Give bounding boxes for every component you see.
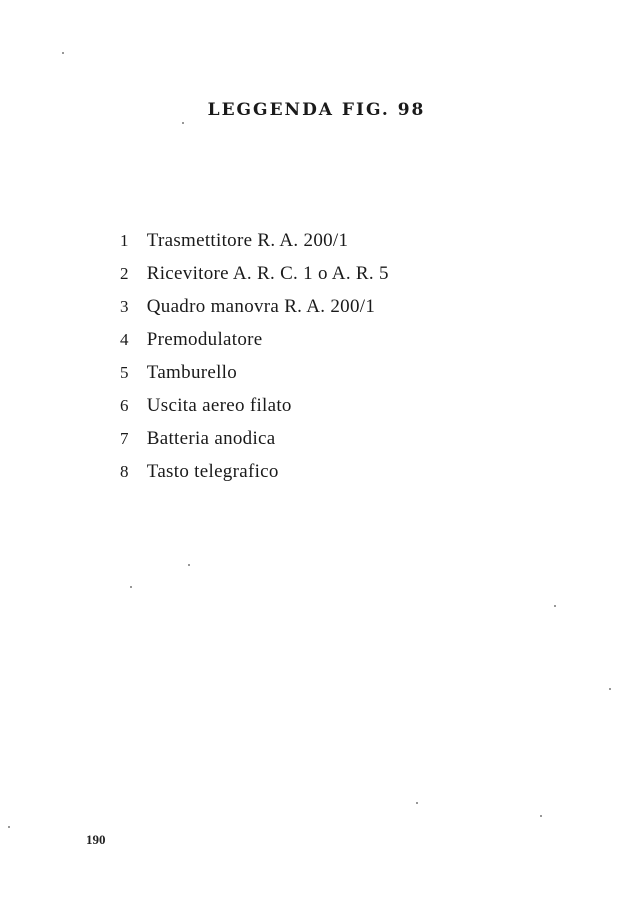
legend-item-text: Premodulatore [146,329,263,350]
legend-item [120,224,389,257]
scan-speck [188,564,190,566]
legend-item-text: Tamburello [146,362,238,383]
legend-item [120,389,389,422]
legend-item [120,257,389,290]
legend-item [120,356,389,389]
scan-speck [182,122,184,124]
scan-speck [609,688,611,690]
legend-item [120,422,389,455]
legend-item-number: 4 [120,330,129,349]
legend-item-text: Quadro manovra R. A. 200/1 [146,296,376,317]
legend-item-text: Batteria anodica [146,428,276,449]
legend-item-number: 3 [120,297,129,316]
legend-item-number: 5 [120,363,129,382]
legend-item-number: 6 [120,396,129,415]
page-number: 190 [86,832,106,847]
legend-item-text: Tasto telegrafico [146,461,279,482]
legend-item-text: Ricevitore A. R. C. 1 o A. R. 5 [146,263,389,284]
legend-item-number: 7 [120,429,129,448]
legend-item-number: 2 [120,264,129,283]
legend-item-number: 8 [120,462,129,481]
scan-speck [62,52,64,54]
legend-list [120,224,389,488]
legend-item [120,290,389,323]
legend-item-number: 1 [120,231,129,250]
scan-speck [554,605,556,607]
scan-speck [416,802,418,804]
scan-speck [8,826,10,828]
legend-item [120,323,389,356]
scan-speck [130,586,132,588]
legend-title: LEGGENDA FIG. 98 [207,100,426,120]
legend-item-text: Trasmettitore R. A. 200/1 [146,230,349,251]
legend-item-text: Uscita aereo filato [146,395,292,416]
scan-speck [540,815,542,817]
legend-item [120,455,389,488]
